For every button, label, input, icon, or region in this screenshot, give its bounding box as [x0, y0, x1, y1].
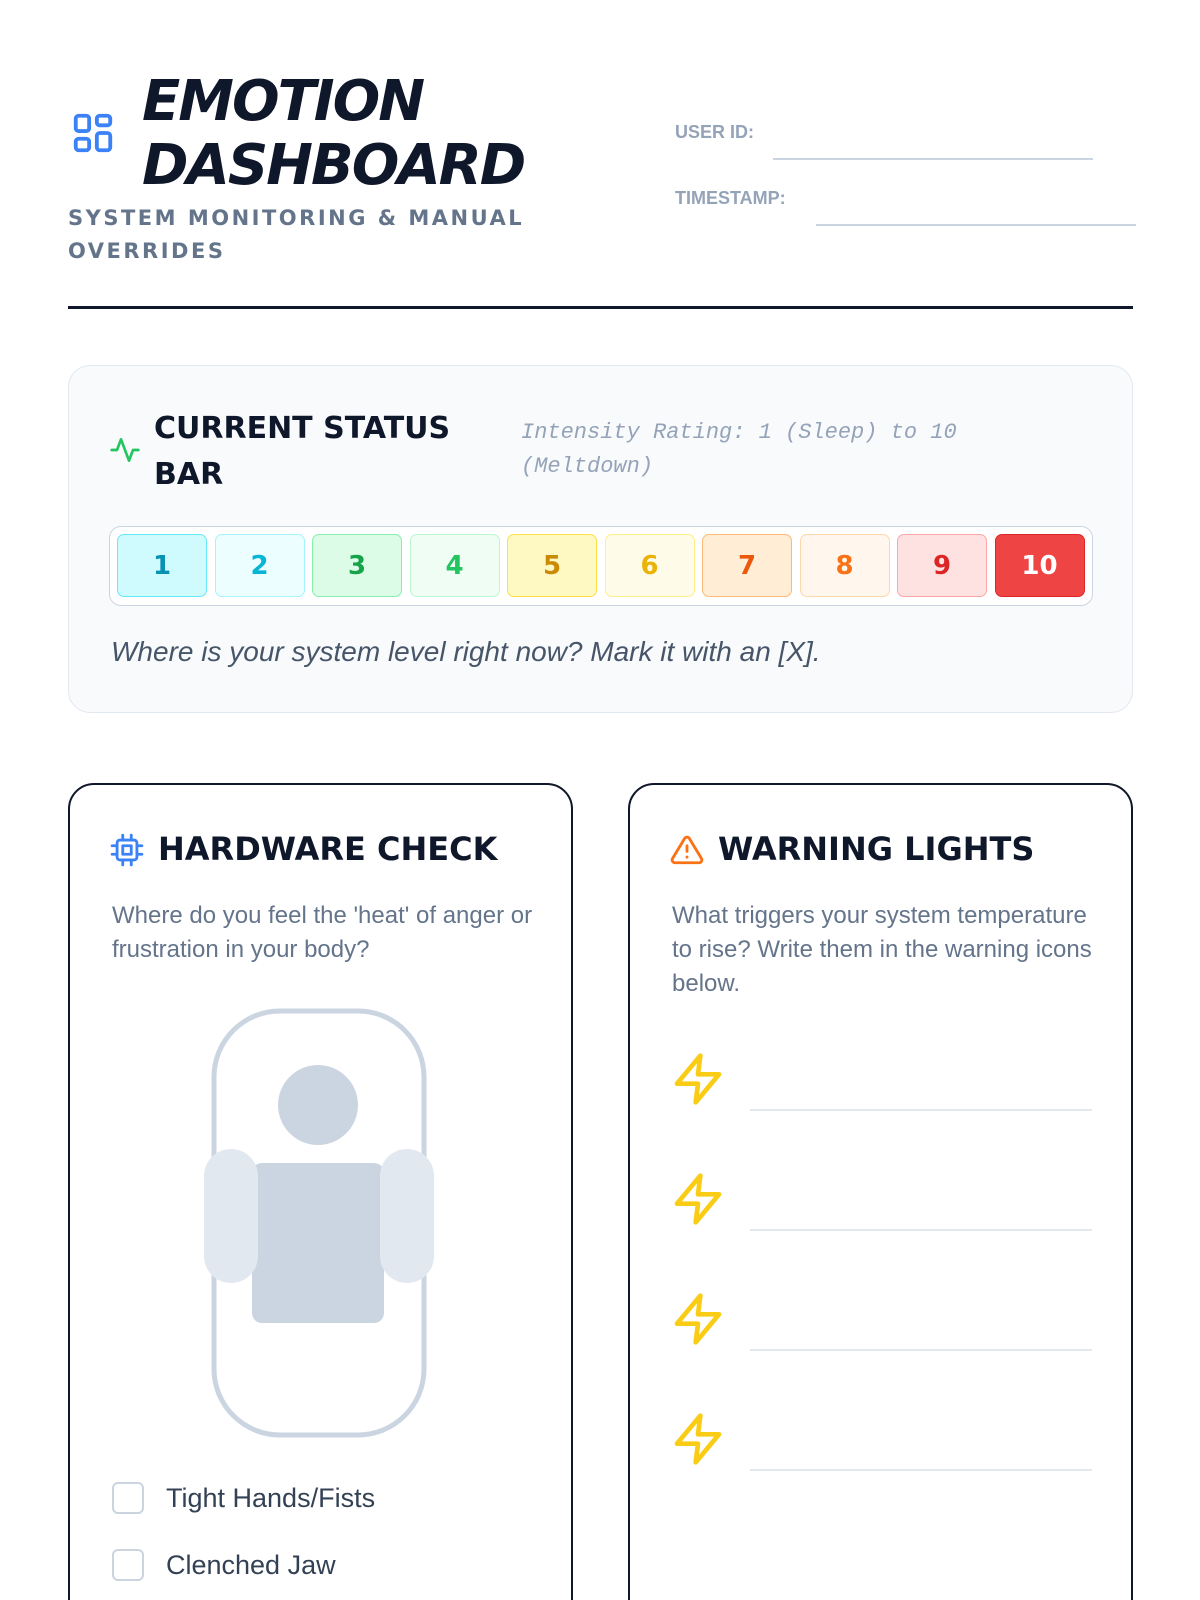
trigger-row: [670, 1171, 1100, 1231]
trigger-row: [670, 1411, 1100, 1471]
page-header: [68, 60, 1133, 310]
intensity-scale: [109, 526, 1093, 606]
page-subtitle: SYSTEM MONITORING & MANUAL OVERRIDES: [68, 206, 525, 263]
lightning-bolt-icon: [670, 1051, 726, 1107]
trigger-input-line[interactable]: [750, 1349, 1092, 1351]
scale-level-3[interactable]: 3: [312, 534, 402, 597]
scale-level-7[interactable]: 7: [702, 534, 792, 597]
trigger-input-line[interactable]: [750, 1109, 1092, 1111]
checkbox-row[interactable]: [112, 1545, 336, 1585]
activity-pulse-icon: [109, 434, 141, 466]
body-left-arm: [204, 1149, 258, 1283]
user-id-field[interactable]: [773, 158, 1093, 160]
body-outline-figure[interactable]: [202, 1005, 442, 1445]
lightning-bolt-icon: [670, 1411, 726, 1467]
user-id-label: USER ID:: [675, 122, 755, 142]
page-title: EMOTION DASHBOARD: [142, 69, 525, 198]
lightning-bolt-icon: [670, 1171, 726, 1227]
checkbox[interactable]: [112, 1482, 144, 1514]
body-right-arm: [380, 1149, 434, 1283]
dashboard-grid-icon: [70, 110, 116, 156]
hardware-check-description: Where do you feel the 'heat' of anger or frustration in your body?: [112, 902, 533, 963]
body-head: [278, 1065, 358, 1145]
scale-level-1[interactable]: 1: [117, 534, 207, 597]
trigger-input-line[interactable]: [750, 1229, 1092, 1231]
timestamp-label: TIMESTAMP:: [675, 188, 786, 208]
status-hint: Intensity Rating: 1 (Sleep) to 10 (Meltdown): [521, 420, 957, 479]
checkbox-label: Tight Hands/Fists: [166, 1482, 376, 1513]
scale-level-8[interactable]: 8: [800, 534, 890, 597]
warning-lights-description: What triggers your system temperature to rise? Write them in the warning icons below.: [672, 902, 1092, 997]
lightning-bolt-icon: [670, 1291, 726, 1347]
status-card: [68, 365, 1133, 713]
checkbox-label: Clenched Jaw: [166, 1549, 336, 1580]
scale-level-10[interactable]: 10: [995, 534, 1085, 597]
warning-lights-title: WARNING LIGHTS: [718, 830, 1035, 868]
scale-level-2[interactable]: 2: [215, 534, 305, 597]
checkbox-row[interactable]: [112, 1478, 375, 1518]
warning-triangle-icon: [670, 833, 704, 867]
checkbox[interactable]: [112, 1549, 144, 1581]
hardware-check-title: HARDWARE CHECK: [158, 830, 498, 868]
trigger-row: [670, 1051, 1100, 1111]
scale-level-4[interactable]: 4: [410, 534, 500, 597]
header-divider: [68, 306, 1133, 309]
scale-level-6[interactable]: 6: [605, 534, 695, 597]
timestamp-field[interactable]: [816, 224, 1136, 226]
scale-level-5[interactable]: 5: [507, 534, 597, 597]
trigger-input-line[interactable]: [750, 1469, 1092, 1471]
hardware-check-panel: [68, 783, 573, 1600]
body-torso: [252, 1163, 384, 1323]
scale-level-9[interactable]: 9: [897, 534, 987, 597]
trigger-row: [670, 1291, 1100, 1351]
cpu-chip-icon: [110, 833, 144, 867]
status-title: CURRENT STATUS BAR: [154, 411, 451, 492]
status-instruction: Where is your system level right now? Mark it with an [X].: [111, 636, 821, 667]
warning-lights-panel: [628, 783, 1133, 1600]
